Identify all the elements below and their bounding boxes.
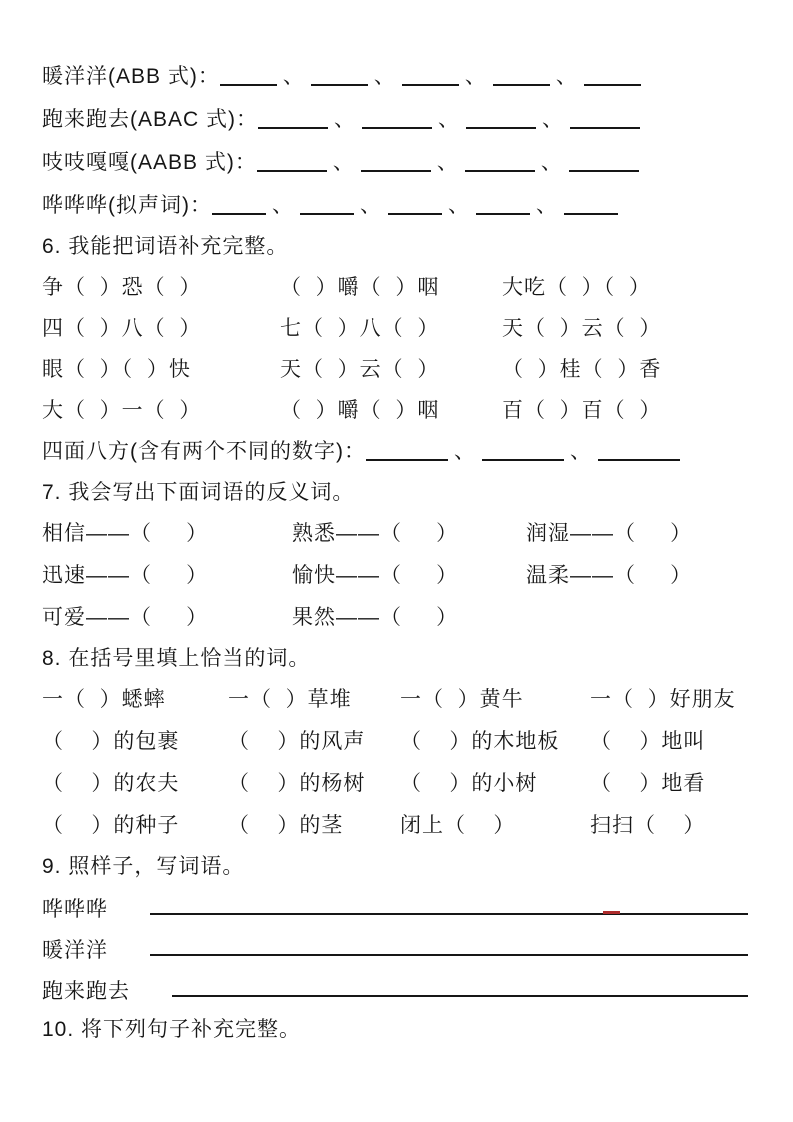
example-word-line: [42, 969, 748, 1010]
question-9-example-lines: [42, 887, 748, 1010]
word-blank-cell: 争（ ）恐（ ）: [42, 276, 202, 299]
word-blank-cell: （ ）的杨树: [228, 772, 366, 795]
answer-blank: [402, 83, 459, 86]
answer-blank: [366, 458, 448, 461]
fill-in-line-label: 跑来跑去(ABAC 式)：: [42, 108, 259, 131]
answer-blank: [362, 126, 432, 129]
answer-blank: [257, 169, 327, 172]
word-blank-cell: 一（ ）蟋蟀: [42, 688, 166, 711]
word-blank-cell: （ ）地看: [590, 772, 706, 795]
fill-in-line-label: 哗哗哗(拟声词)：: [42, 194, 212, 217]
measure-word-row: [42, 721, 748, 763]
word-blank-cell: 四（ ）八（ ）: [42, 317, 202, 340]
word-blank-cell: 相信——（ ）: [42, 522, 209, 545]
word-blank-cell: （ ）嚼（ ）咽: [280, 399, 440, 422]
enumeration-comma: 、: [464, 65, 487, 88]
word-blank-cell: 迅速——（ ）: [42, 564, 209, 587]
question-8-section: [42, 639, 748, 847]
question-9-title: 9. 照样子，写词语。: [42, 855, 245, 878]
word-blank-cell: （ ）的小树: [400, 772, 538, 795]
word-blank-cell: （ ）的茎: [228, 814, 344, 837]
word-blank-cell: 一（ ）好朋友: [590, 688, 736, 711]
answer-blank: [220, 83, 277, 86]
word-blank-cell: 熟悉——（ ）: [292, 522, 459, 545]
answer-blank: [569, 169, 639, 172]
question-7-title: 7. 我会写出下面词语的反义词。: [42, 481, 355, 504]
answer-blank: [482, 458, 564, 461]
word-blank-cell: （ ）的种子: [42, 814, 180, 837]
word-blank-cell: 眼（ ）（ ）快: [42, 358, 191, 381]
word-blank-cell: （ ）的包裹: [42, 730, 180, 753]
word-blank-cell: 一（ ）黄牛: [400, 688, 524, 711]
enumeration-comma: 、: [540, 151, 563, 174]
answer-blank: [361, 169, 431, 172]
fill-in-line: [42, 431, 748, 473]
question-10-title: 10. 将下列句子补充完整。: [42, 1018, 302, 1041]
word-blank-cell: 大（ ）一（ ）: [42, 399, 202, 422]
enumeration-comma: 、: [272, 194, 294, 217]
answer-blank: [465, 169, 535, 172]
word-blank-cell: （ ）的木地板: [400, 730, 560, 753]
word-blank-cell: （ ）的农夫: [42, 772, 180, 795]
word-blank-cell: 愉快——（ ）: [292, 564, 459, 587]
answer-blank: [212, 212, 266, 215]
word-form-exercise-section: [42, 55, 748, 227]
example-word-label: 暖洋洋: [42, 938, 108, 962]
answer-blank: [311, 83, 368, 86]
question-8-measure-word-grid: [42, 679, 748, 847]
question-6-word-grid: [42, 267, 748, 431]
enumeration-comma: 、: [536, 194, 558, 217]
question-6-tail-line: [42, 431, 748, 473]
fill-in-line-label: 四面八方(含有两个不同的数字)：: [42, 440, 366, 463]
enumeration-comma: 、: [332, 151, 355, 174]
word-blank-cell: 天（ ）云（ ）: [280, 358, 440, 381]
answer-line: [172, 995, 748, 997]
measure-word-row: [42, 805, 748, 847]
question-6-section: [42, 227, 748, 473]
idiom-row: [42, 349, 748, 390]
question-8-title: 8. 在括号里填上恰当的词。: [42, 647, 311, 670]
enumeration-comma: 、: [373, 65, 396, 88]
word-blank-cell: （ ）嚼（ ）咽: [280, 276, 440, 299]
answer-blank: [584, 83, 641, 86]
antonym-row: [42, 597, 748, 639]
answer-line: [150, 954, 748, 956]
answer-blank: [258, 126, 328, 129]
enumeration-comma: 、: [438, 108, 461, 131]
idiom-row: [42, 390, 748, 431]
word-blank-cell: 一（ ）草堆: [228, 688, 352, 711]
enumeration-comma: 、: [360, 194, 382, 217]
idiom-row: [42, 267, 748, 308]
measure-word-row: [42, 763, 748, 805]
fill-in-line-label: 吱吱嘎嘎(AABB 式)：: [42, 151, 257, 174]
enumeration-comma: 、: [570, 440, 592, 463]
word-blank-cell: （ ）地叫: [590, 730, 706, 753]
idiom-row: [42, 308, 748, 349]
enumeration-comma: 、: [542, 108, 565, 131]
word-blank-cell: 温柔——（ ）: [526, 564, 693, 587]
fill-in-line: [42, 184, 748, 227]
fill-in-line: [42, 141, 748, 184]
antonym-row: [42, 513, 748, 555]
word-blank-cell: 天（ ）云（ ）: [502, 317, 662, 340]
antonym-row: [42, 555, 748, 597]
enumeration-comma: 、: [448, 194, 470, 217]
enumeration-comma: 、: [282, 65, 305, 88]
question-6-title: 6. 我能把词语补充完整。: [42, 235, 289, 258]
word-blank-cell: （ ）桂（ ）香: [502, 358, 662, 381]
answer-blank: [466, 126, 536, 129]
answer-blank: [564, 212, 618, 215]
word-blank-cell: 可爱——（ ）: [42, 606, 209, 629]
enumeration-comma: 、: [555, 65, 578, 88]
question-9-section: [42, 847, 748, 1010]
fill-in-line-label: 暖洋洋(ABB 式)：: [42, 65, 220, 88]
fill-in-line: [42, 98, 748, 141]
red-pen-mark: [603, 911, 620, 914]
enumeration-comma: 、: [334, 108, 357, 131]
answer-blank: [300, 212, 354, 215]
answer-blank: [388, 212, 442, 215]
example-word-label: 跑来跑去: [42, 979, 130, 1003]
enumeration-comma: 、: [436, 151, 459, 174]
example-word-line: [42, 928, 748, 969]
answer-blank: [476, 212, 530, 215]
enumeration-comma: 、: [454, 440, 476, 463]
answer-blank: [598, 458, 680, 461]
word-blank-cell: 大吃（ ）（ ）: [502, 276, 651, 299]
word-blank-cell: （ ）的风声: [228, 730, 366, 753]
answer-line: [150, 913, 748, 915]
question-10-section: [42, 1010, 748, 1050]
answer-blank: [493, 83, 550, 86]
answer-blank: [570, 126, 640, 129]
question-7-section: [42, 473, 748, 639]
word-blank-cell: 扫扫（ ）: [590, 814, 706, 837]
word-blank-cell: 百（ ）百（ ）: [502, 399, 662, 422]
word-blank-cell: 果然——（ ）: [292, 606, 459, 629]
measure-word-row: [42, 679, 748, 721]
word-blank-cell: 七（ ）八（ ）: [280, 317, 440, 340]
word-blank-cell: 润湿——（ ）: [526, 522, 693, 545]
example-word-label: 哗哗哗: [42, 897, 108, 921]
fill-in-line: [42, 55, 748, 98]
word-blank-cell: 闭上（ ）: [400, 814, 516, 837]
example-word-line: [42, 887, 748, 928]
question-7-antonym-grid: [42, 513, 748, 639]
